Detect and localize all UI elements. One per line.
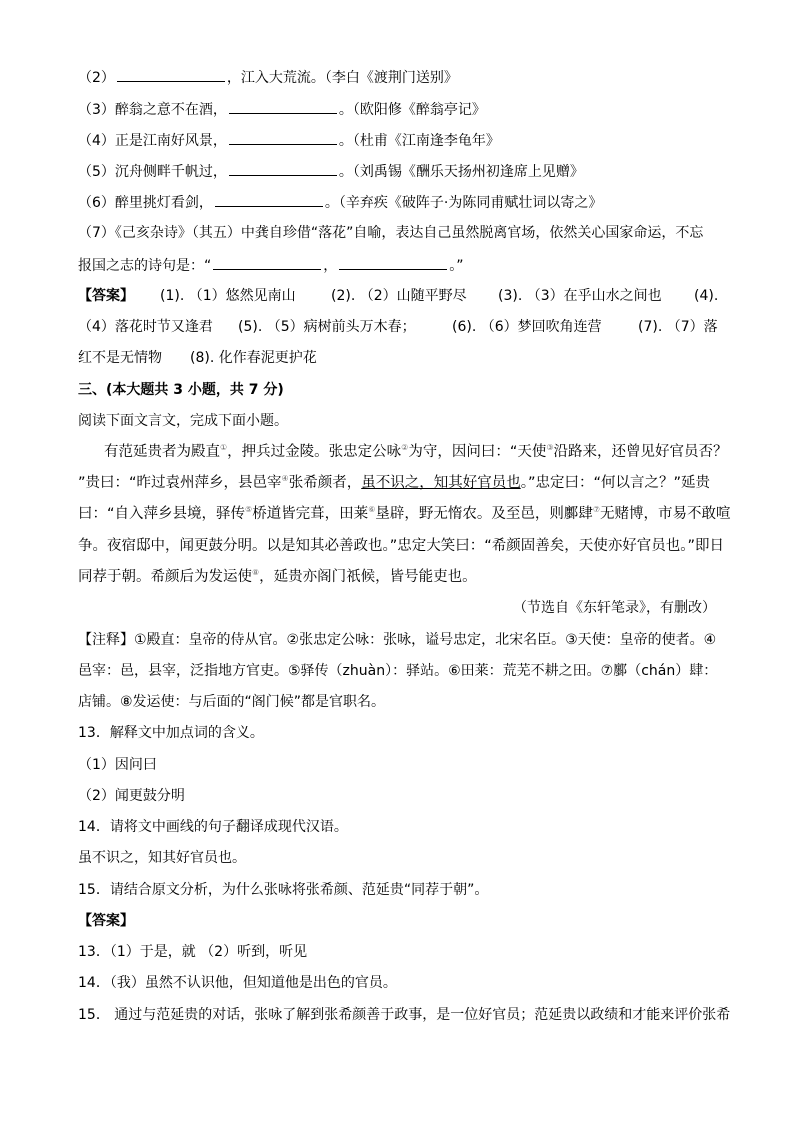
answer-15: 15． 通过与范延贵的对话，张咏了解到张希颜善于政事，是一位好官员；范延贵以政绩和才能来评价张希 xyxy=(78,1007,731,1023)
answer-line-3: 红不是无情物 (8). 化作春泥更护花 xyxy=(78,350,317,366)
answer-label: 【答案】 xyxy=(78,288,134,304)
answer-label-2: 【答案】 xyxy=(78,913,134,929)
answer-blank[interactable] xyxy=(213,255,321,270)
answer-blank[interactable] xyxy=(229,161,337,176)
notes-line-1: 【注释】①殿直：皇帝的侍从官。②张忠定公咏：张咏，谥号忠定，北宋名臣。③天使：皇帝的使者。④ xyxy=(78,632,717,648)
question-15-stem: 15．请结合原文分析，为什么张咏将张希颜、范延贵“同荐于朝”。 xyxy=(78,882,489,898)
passage-line-5: 同荐于朝。希颜后为发运使⑧，延贵亦阁门祇候，皆号能吏也。 xyxy=(78,568,477,585)
passage-line-2: ”贵曰：“昨过袁州萍乡，县邑宰④张希颜者，虽不识之，知其好官员也。”忠定曰：“何以言之？”延贵 xyxy=(78,474,710,491)
question-14-stem: 14．请将文中画线的句子翻译成现代汉语。 xyxy=(78,819,348,835)
section-3-intro: 阅读下面文言文，完成下面小题。 xyxy=(78,413,288,429)
answer-blank[interactable] xyxy=(339,255,447,270)
question-5: （5）沉舟侧畔千帆过， 。（刘禹锡《酬乐天扬州初逢席上见赠》 xyxy=(78,161,584,181)
section-3-title: 三、(本大题共 3 小题，共 7 分) xyxy=(78,382,284,398)
answer-14: 14．（我）虽然不认识他，但知道他是出色的官员。 xyxy=(78,975,397,991)
notes-line-2: 邑宰：邑，县宰，泛指地方官吏。⑤驿传（zhuàn）：驿站。⑥田莱：荒芜不耕之田。⑦鄽（chán）肆： xyxy=(78,663,718,679)
question-6: （6）醉里挑灯看剑， 。（辛弃疾《破阵子·为陈同甫赋壮词以寄之》 xyxy=(78,192,602,212)
question-13-sub2: （2）闻更鼓分明 xyxy=(78,788,185,804)
passage-line-4: 争。夜宿邸中，闻更鼓分明。以是知其必善政也。”忠定大笑曰：“希颜固善矣，天使亦好官员也。”即日 xyxy=(78,538,725,554)
answer-line-1: 【答案】 (1). （1）悠然见南山 (2). （2）山随平野尽 (3). （3）在乎山水之间也 (4). xyxy=(78,288,719,304)
question-3: （3）醉翁之意不在酒， 。（欧阳修《醉翁亭记》 xyxy=(78,99,486,119)
question-13-stem: 13．解释文中加点词的含义。 xyxy=(78,725,264,741)
answer-blank[interactable] xyxy=(117,67,225,82)
notes-line-3: 店铺。⑧发运使：与后面的“阁门候”都是官职名。 xyxy=(78,694,386,710)
underlined-sentence: 虽不识之，知其好官员也 xyxy=(361,475,521,491)
question-7-line2: 报国之志的诗句是：“ ， 。” xyxy=(78,255,464,275)
question-7-line1: （7）《己亥杂诗》（其五）中龚自珍借“落花”自喻，表达自己虽然脱离官场，依然关心国家命运，不忘 xyxy=(78,225,704,241)
passage-source: （节选自《东轩笔录》，有删改） xyxy=(513,600,716,616)
question-14-sentence: 虽不识之，知其好官员也。 xyxy=(78,850,246,866)
question-4: （4）正是江南好风景， 。（杜甫《江南逢李龟年》 xyxy=(78,130,500,150)
answer-blank[interactable] xyxy=(215,192,323,207)
question-13-sub1: （1）因问曰 xyxy=(78,757,157,773)
passage-line-3: 曰：“自入萍乡县境，驿传⑤桥道皆完葺，田莱⑥垦辟，野无惰农。及至邑，则鄽肆⑦无赌博，市易不敢喧 xyxy=(78,505,731,522)
answer-blank[interactable] xyxy=(229,99,337,114)
passage-line-1: 有范延贵者为殿直①，押兵过金陵。张忠定公咏②为守，因问曰：“天使③沿路来，还曾见好官员否？ xyxy=(104,443,728,460)
answer-13: 13．（1）于是，就 （2）听到，听见 xyxy=(78,944,308,960)
question-2: （2） ，江入大荒流。（李白《渡荆门送别》 xyxy=(78,67,458,87)
answer-blank[interactable] xyxy=(229,130,337,145)
answer-line-2: （4）落花时节又逢君 (5). （5）病树前头万木春； (6). （6）梦回吹角连营 (7). （7）落 xyxy=(78,319,718,335)
